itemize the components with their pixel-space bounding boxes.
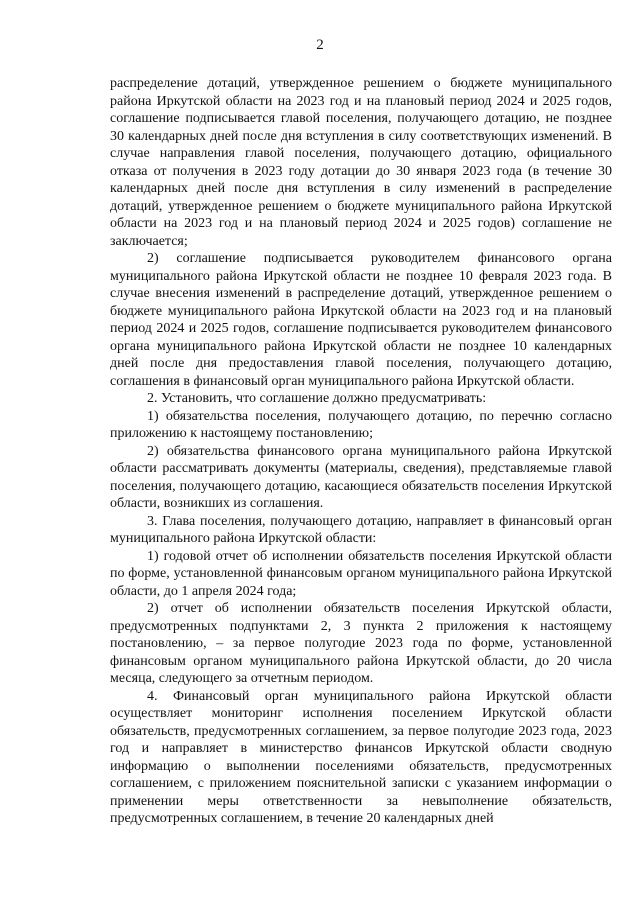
paragraph-item-4: 4. Финансовый орган муниципального района Иркутской области осуществляет мониторинг исполнения поселением Иркутской области обязательств, предусмотренных соглашением, за первое полугодие 2023 года, 2023 год и направляет в министерство финансов Иркутской области сводную информацию о выполнении поселениями обязательств, предусмотренных соглашением, с приложением пояснительной записки с указанием информации о применении меры ответственности за невыполнение обязательств, предусмотренных соглашением, в течение 20 календарных дней [110,688,612,826]
paragraph-item-3-sub-1: 1) годовой отчет об исполнении обязательств поселения Иркутской области по форме, установленной финансовым органом муниципального района Иркутской области, до 1 апреля 2024 года; [110,548,612,599]
paragraph-continuation: распределение дотаций, утвержденное решением о бюджете муниципального района Иркутской области на 2023 год и на плановый период 2024 и 2025 годов, соглашение подписывается главой поселения, получающего дотацию, не позднее 30 календарных дней после дня вступления в силу соответствующих изменений. В случае направления главой поселения, получающего дотацию, официального отказа от получения в 2023 году дотации до 30 января 2023 года (в течение 30 календарных дней после дня вступления в силу изменений в распределение дотаций, утвержденное решением о бюджете муниципального района Иркутской области на 2023 год и на плановый период 2024 и 2025 годов) соглашение не заключается; [110,76,612,249]
paragraph-item-2: 2. Установить, что соглашение должно предусматривать: [147,391,487,406]
document-body [110,75,612,828]
paragraph-item-2-sub-2: 2) обязательства финансового органа муниципального района Иркутской области рассматривать документы (материалы, сведения), представляемые главой поселения, получающего дотацию, касающиеся обязательств поселения Иркутской области, возникших из соглашения. [110,443,612,511]
paragraph-subitem-2-signing: 2) соглашение подписывается руководителем финансового органа муниципального района Иркутской области не позднее 10 февраля 2023 года. В случае внесения изменений в распределение дотаций, утвержденное решением о бюджете муниципального района Иркутской области на 2023 год и на плановый период 2024 и 2025 годов, соглашение подписывается руководителем финансового органа муниципального района Иркутской области не позднее 10 календарных дней после дня предоставления главой поселения, получающего дотацию, соглашения в финансовый орган муниципального района Иркутской области. [110,251,612,389]
page-number: 2 [316,37,324,53]
paragraph-item-2-sub-1: 1) обязательства поселения, получающего дотацию, по перечню согласно приложению к настоящему постановлению; [110,408,612,441]
paragraph-item-3: 3. Глава поселения, получающего дотацию, направляет в финансовый орган муниципального района Иркутской области: [110,513,612,546]
paragraph-item-3-sub-2: 2) отчет об исполнении обязательств поселения Иркутской области, предусмотренных подпунктами 2, 3 пункта 2 приложения к настоящему постановлению, – за первое полугодие 2023 года по форме, установленной финансовым органом муниципального района Иркутской области, до 20 числа месяца, следующего за отчетным периодом. [110,601,612,686]
